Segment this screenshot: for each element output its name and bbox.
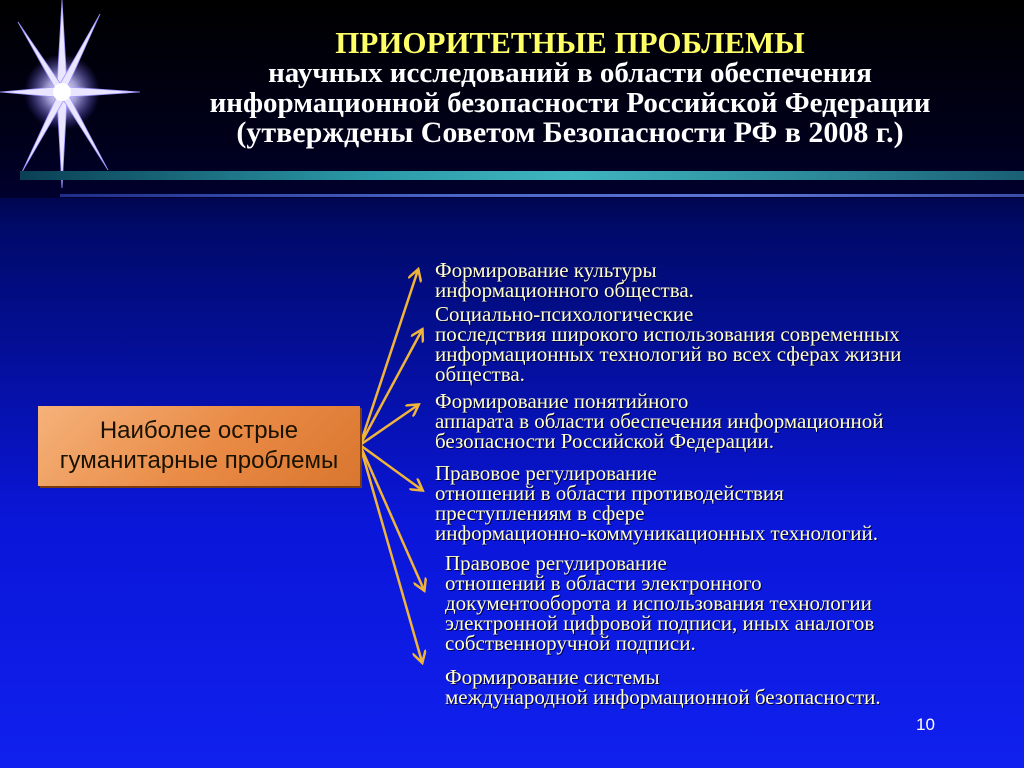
central-topic-line-1: Наиболее острые <box>99 417 299 444</box>
problem-item-2-line: последствия широкого использования современных <box>435 322 900 346</box>
title-line-3: (утверждены Советом Безопасности РФ в 2008 г.) <box>236 116 904 149</box>
problem-item-4-line: отношений в области противодействия <box>435 481 784 505</box>
problem-item-1 <box>435 260 694 300</box>
problem-item-5 <box>445 553 874 653</box>
problem-item-6-line: международной информационной безопасности. <box>445 685 881 709</box>
page-number: 10 <box>916 715 935 734</box>
problem-item-2-line: общества. <box>435 362 525 386</box>
problem-item-5-line: отношений в области электронного <box>445 571 762 595</box>
problem-item-3-line: аппарата в области обеспечения информационной <box>435 409 884 433</box>
problem-item-2-line: Социально-психологические <box>435 302 694 326</box>
problem-item-3 <box>435 391 884 451</box>
problem-item-6-line: Формирование системы <box>445 665 660 689</box>
problem-item-3-line: Формирование понятийного <box>435 389 689 413</box>
arrow-3 <box>360 405 418 445</box>
title-main: ПРИОРИТЕТНЫЕ ПРОБЛЕМЫ <box>335 25 805 60</box>
problem-item-2-line: информационных технологий во всех сферах жизни <box>435 342 902 366</box>
problem-item-5-line: электронной цифровой подписи, иных аналогов <box>445 611 875 635</box>
problem-item-4-line: Правовое регулирование <box>435 461 657 485</box>
problem-item-5-line: документооборота и использования технологии <box>445 591 872 615</box>
problem-item-5-line: Правовое регулирование <box>445 551 667 575</box>
arrow-2 <box>360 330 422 445</box>
arrow-6 <box>360 445 422 662</box>
problem-item-2 <box>435 304 901 384</box>
problem-item-4-line: информационно-коммуникационных технологий. <box>435 521 878 545</box>
problem-item-1-line: Формирование культуры <box>435 258 657 282</box>
central-topic-box <box>38 406 360 486</box>
arrow-1 <box>360 270 418 445</box>
title-line-1: научных исследований в области обеспечения <box>268 57 872 89</box>
problem-item-6 <box>445 667 881 707</box>
problem-item-1-line: информационного общества. <box>435 278 694 302</box>
title-line-2: информационной безопасности Российской Федерации <box>209 87 931 119</box>
central-topic-line-2: гуманитарные проблемы <box>59 447 339 474</box>
problem-item-4-line: преступлениям в сфере <box>435 501 645 525</box>
problem-item-5-line: собственноручной подписи. <box>445 631 696 655</box>
problem-item-4 <box>435 463 878 543</box>
problem-item-3-line: безопасности Российской Федерации. <box>435 429 774 453</box>
